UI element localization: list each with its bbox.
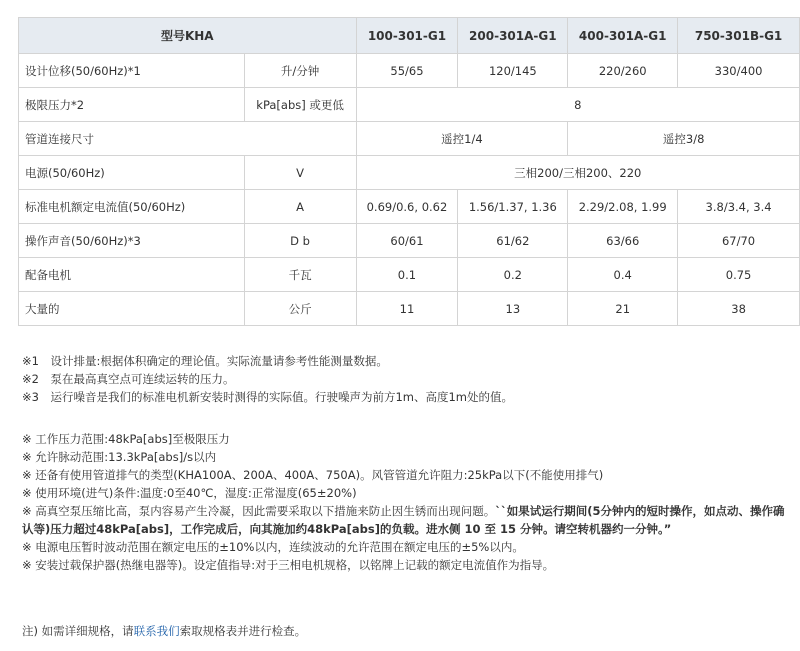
note-working-pressure: ※ 工作压力范围:48kPa[abs]至极限压力: [22, 432, 230, 446]
contact-note: [22, 622, 306, 640]
row-unit: A: [244, 190, 356, 224]
note-duct-exhaust: ※ 还备有使用管道排气的类型(KHA100A、200A、400A、750A)。风管管道允许阻力:25kPa以下(不能使用排气): [22, 468, 604, 482]
table-row: [19, 292, 800, 326]
note-condensation-plain: ※ 高真空泵压缩比高，泵内容易产生冷凝，因此需要采取以下措施来防止因生锈而出现问题。: [22, 504, 496, 518]
table-cell: 0.2: [458, 258, 568, 292]
row-unit: 千瓦: [244, 258, 356, 292]
table-cell: 三相200/三相200、220: [356, 156, 799, 190]
note-environment: ※ 使用环境(进气)条件:温度:0至40℃，湿度:正常湿度(65±20%): [22, 486, 357, 500]
contact-link[interactable]: 联系我们: [133, 624, 180, 638]
table-cell: 60/61: [356, 224, 458, 258]
col-header-750: 750-301B-G1: [678, 18, 800, 54]
note-condensation-bold: ``如果试运行期间(5分钟内的短时操作，如点动、操作确认等)压力超过48kPa[abs]，工作完成后，向其施加约48kPa[abs]的负载。进水侧 10 至 15 分钟。请空转机器约一分钟。”: [22, 504, 785, 536]
table-cell: 13: [458, 292, 568, 326]
row-label: 标准电机额定电流值(50/60Hz): [19, 190, 245, 224]
footnote-2: ※2 泵在最高真空点可连续运转的压力。: [22, 372, 235, 386]
row-label: 极限压力*2: [19, 88, 245, 122]
table-cell: 0.69/0.6, 0.62: [356, 190, 458, 224]
table-row: [19, 224, 800, 258]
table-cell: 63/66: [568, 224, 678, 258]
table-cell: 0.4: [568, 258, 678, 292]
table-cell: 2.29/2.08, 1.99: [568, 190, 678, 224]
row-unit: kPa[abs] 或更低: [244, 88, 356, 122]
note-voltage: ※ 电源电压暂时波动范围在额定电压的±10%以内，连续波动的允许范围在额定电压的±5%以内。: [22, 540, 524, 554]
table-cell: 3.8/3.4, 3.4: [678, 190, 800, 224]
table-cell: 67/70: [678, 224, 800, 258]
table-row: [19, 88, 800, 122]
row-label: 电源(50/60Hz): [19, 156, 245, 190]
note-pulsation: ※ 允许脉动范围:13.3kPa[abs]/s以内: [22, 450, 217, 464]
table-cell: 38: [678, 292, 800, 326]
row-label: 配备电机: [19, 258, 245, 292]
table-cell: 0.75: [678, 258, 800, 292]
row-unit: 升/分钟: [244, 54, 356, 88]
table-row: [19, 258, 800, 292]
note-overload: ※ 安装过载保护器(热继电器等)。设定值指导:对于三相电机规格，以铭牌上记载的额定电流值作为指导。: [22, 558, 555, 572]
table-cell: 8: [356, 88, 799, 122]
spec-table: [18, 17, 800, 326]
table-cell: 11: [356, 292, 458, 326]
row-label: 管道连接尺寸: [19, 122, 357, 156]
table-cell: 21: [568, 292, 678, 326]
row-unit: V: [244, 156, 356, 190]
row-label: 设计位移(50/60Hz)*1: [19, 54, 245, 88]
row-label: 大量的: [19, 292, 245, 326]
model-header: 型号KHA: [19, 18, 357, 54]
note-condensation: [22, 502, 794, 538]
table-cell: 遥控1/4: [356, 122, 568, 156]
row-unit: 公斤: [244, 292, 356, 326]
table-cell: 61/62: [458, 224, 568, 258]
row-unit: D b: [244, 224, 356, 258]
footnote-3: ※3 运行噪音是我们的标准电机新安装时测得的实际值。行驶噪声为前方1m、高度1m处的值。: [22, 390, 513, 404]
contact-after: 索取规格表并进行检查。: [179, 624, 307, 638]
table-row: [19, 54, 800, 88]
col-header-200: 200-301A-G1: [458, 18, 568, 54]
col-header-400: 400-301A-G1: [568, 18, 678, 54]
header-row: [19, 18, 800, 54]
table-cell: 220/260: [568, 54, 678, 88]
table-cell: 330/400: [678, 54, 800, 88]
table-cell: 55/65: [356, 54, 458, 88]
footnote-1: ※1 设计排量:根据体积确定的理论值。实际流量请参考性能测量数据。: [22, 354, 388, 368]
table-cell: 0.1: [356, 258, 458, 292]
table-cell: 120/145: [458, 54, 568, 88]
table-cell: 遥控3/8: [568, 122, 800, 156]
table-row: [19, 156, 800, 190]
footnotes: [22, 352, 513, 406]
table-row: [19, 122, 800, 156]
table-cell: 1.56/1.37, 1.36: [458, 190, 568, 224]
row-label: 操作声音(50/60Hz)*3: [19, 224, 245, 258]
col-header-100: 100-301-G1: [356, 18, 458, 54]
table-row: [19, 190, 800, 224]
notes-list: [22, 430, 794, 574]
contact-before: 注) 如需详细规格，请: [22, 624, 134, 638]
